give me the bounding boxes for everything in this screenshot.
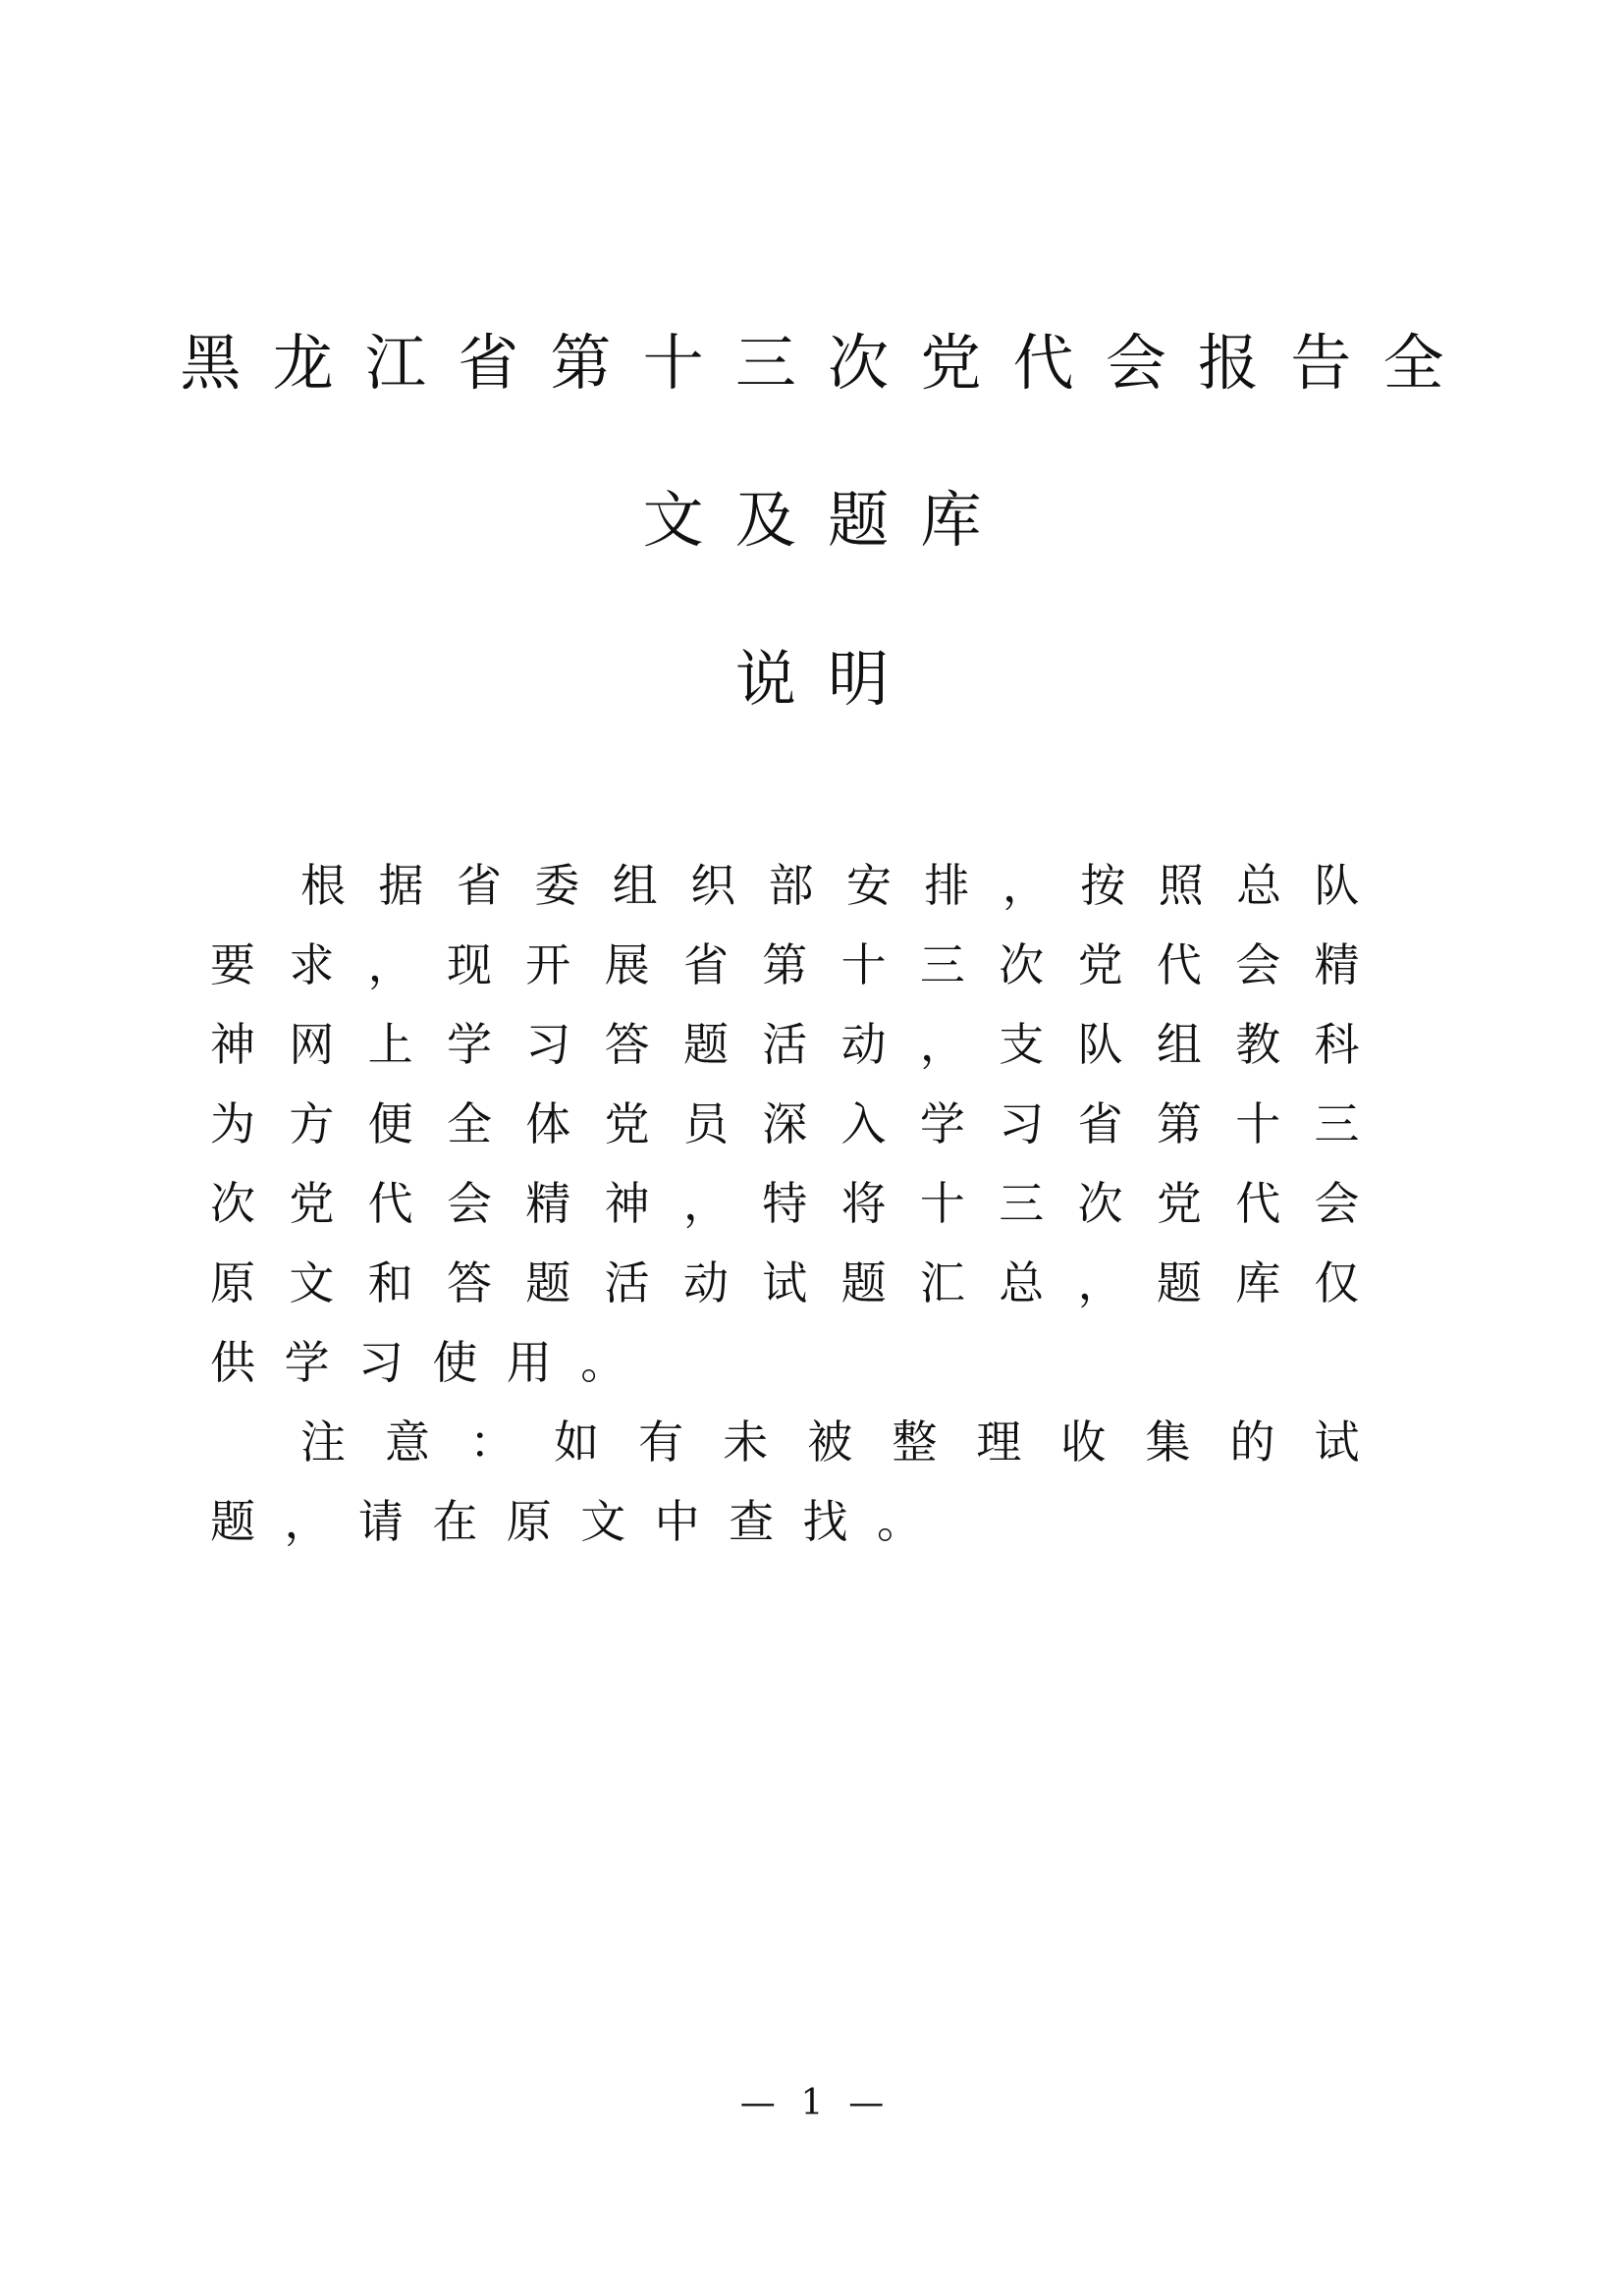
title-line-2: 文及题库 [642,484,1013,556]
body-text [210,846,1388,1562]
paragraph-note: 注意：如有未被整理收集的试题，请在原文中查找。 [210,1415,1388,1548]
paragraph-intro: 根据省委组织部安排，按照总队要求，现开展省第十三次党代会精神网上学习答题活动，支队组教科为方便全体党员深入学习省第十三次党代会精神，特将十三次党代会原文和答题活动试题汇总，题库仅供学习使用。 [210,859,1388,1389]
section-heading: 说明 [734,643,921,715]
title-line-1: 黑龙江省第十三次党代会报告全 [180,327,1476,399]
page-number: — 1 — [739,2083,892,2123]
